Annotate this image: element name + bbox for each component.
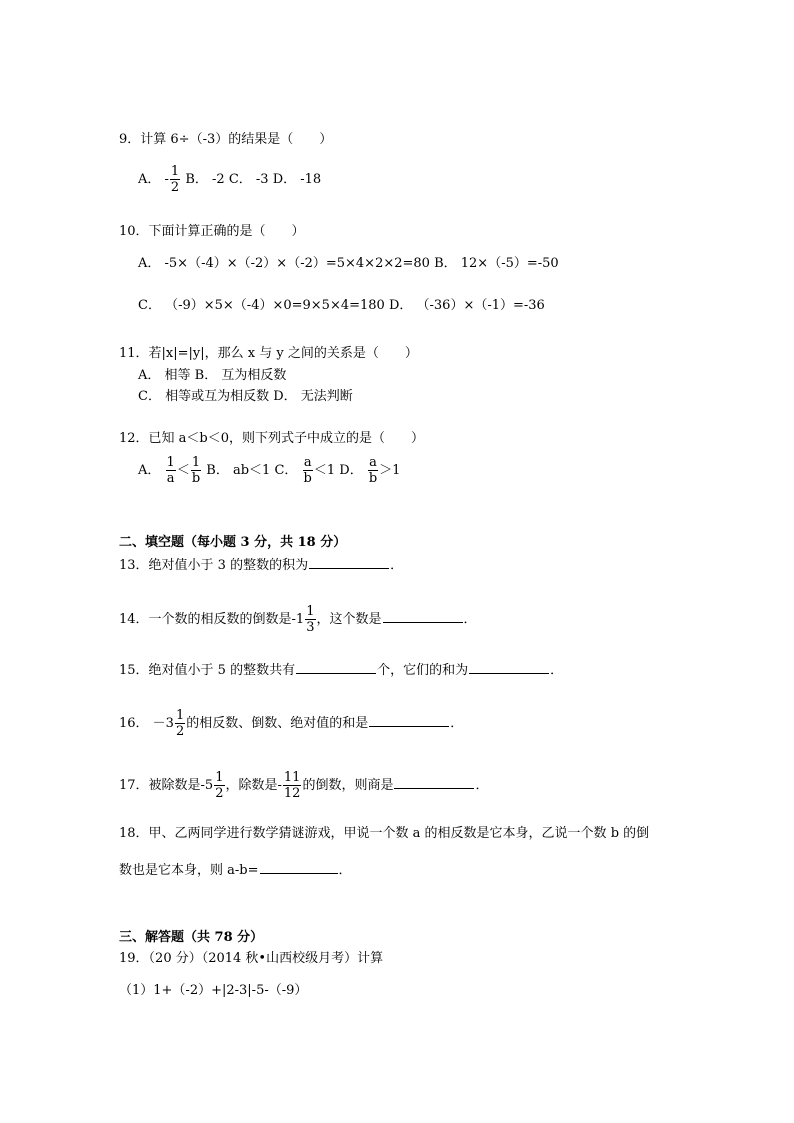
- answer-blank[interactable]: [369, 714, 449, 727]
- answer-blank-sum[interactable]: [469, 661, 549, 674]
- q11-options-line1: A． 相等 B． 互为相反数: [138, 368, 287, 383]
- q15-mid: 个，它们的和为: [377, 663, 469, 678]
- fraction-numerator: 1: [191, 455, 201, 470]
- q13-end: ．: [390, 558, 404, 573]
- q11-options-line2: C． 相等或互为相反数 D． 无法判断: [138, 389, 353, 404]
- q9-options-rest: B． -2 C． -3 D． -18: [185, 172, 322, 187]
- q12-option-c-rest: ＜1 D．: [313, 463, 363, 478]
- q14: [119, 604, 477, 635]
- q17-end: ．: [475, 778, 489, 793]
- q10-stem: 10．下面计算正确的是（ ）: [119, 224, 305, 239]
- q14-post: ，这个数是: [316, 612, 382, 627]
- q16-pre: 16． －3: [119, 716, 174, 731]
- answer-blank[interactable]: [309, 556, 389, 569]
- q15: [119, 661, 563, 679]
- section-2-heading: 二、填空题（每小题 3 分，共 18 分）: [119, 535, 347, 550]
- q11-stem: 11．若|x|=|y|，那么 x 与 y 之间的关系是（ ）: [119, 346, 418, 361]
- fraction-denominator: b: [191, 471, 201, 486]
- answer-blank[interactable]: [383, 610, 463, 623]
- q17-fraction-2: [283, 770, 302, 801]
- q12-fraction-1-over-a: [166, 455, 176, 486]
- q16-fraction: [175, 708, 185, 739]
- q12-fraction-a-over-b-c: [303, 455, 313, 486]
- fraction-denominator: 2: [215, 786, 224, 801]
- q13-text: 13．绝对值小于 3 的整数的积为: [119, 558, 309, 573]
- answer-blank-count[interactable]: [296, 661, 376, 674]
- fraction-denominator: b: [368, 471, 378, 486]
- q16-end: ．: [450, 716, 464, 731]
- q14-fraction: [305, 604, 315, 635]
- q18-line2-text: 数也是它本身，则 a-b=: [119, 863, 259, 878]
- q14-end: ．: [463, 612, 477, 627]
- answer-blank[interactable]: [394, 776, 474, 789]
- q9-stem: 9．计算 6÷（-3）的结果是（ ）: [119, 132, 333, 147]
- fraction-denominator: a: [166, 471, 175, 486]
- q15-end: ．: [550, 663, 564, 678]
- q13: [119, 556, 403, 574]
- q18-line2: [119, 861, 352, 879]
- q18-end: ．: [338, 863, 352, 878]
- q12-fraction-a-over-b-d: [368, 455, 378, 486]
- q17-mid: ，除数是-: [225, 778, 282, 793]
- q12-option-d-rest: ＞1: [379, 463, 401, 478]
- q17-fraction-1: [214, 770, 224, 801]
- q17-pre: 17．被除数是-5: [119, 778, 214, 793]
- fraction-numerator: 1: [166, 455, 175, 470]
- q16: [119, 708, 463, 739]
- q18-line1: 18．甲、乙两同学进行数学猜谜游戏，甲说一个数 a 的相反数是它本身，乙说一个数 b 的倒: [119, 826, 650, 841]
- q14-pre: 14．一个数的相反数的倒数是-1: [119, 612, 305, 627]
- answer-blank[interactable]: [260, 861, 338, 874]
- q10-options-line1: A． -5×（-4）×（-2）×（-2）=5×4×2×2=80 B． 12×（-5）=-50: [138, 256, 559, 271]
- fraction-numerator: 1: [306, 604, 315, 619]
- q12-fraction-1-over-b: [191, 455, 201, 486]
- section-3-heading: 三、解答题（共 78 分）: [119, 930, 264, 945]
- fraction-numerator: 1: [215, 770, 224, 785]
- q17: [119, 770, 488, 801]
- q12-option-b: B． ab＜1 C．: [206, 463, 298, 478]
- q12-options: [138, 455, 400, 486]
- fraction-numerator: a: [303, 455, 312, 470]
- q17-post: 的倒数，则商是: [302, 778, 394, 793]
- q12-option-a-label: A．: [138, 463, 161, 478]
- q9-option-a-label: A． -: [138, 172, 169, 187]
- fraction-numerator: 1: [170, 164, 180, 179]
- q10-options-line2: C． （-9）×5×（-4）×0=9×5×4=180 D． （-36）×（-1）=-36: [138, 298, 545, 313]
- q15-pre: 15．绝对值小于 5 的整数共有: [119, 663, 296, 678]
- q19-stem: 19．（20 分）（2014 秋•山西校级月考）计算: [119, 951, 384, 966]
- fraction-numerator: 11: [283, 770, 301, 785]
- q12-stem: 12．已知 a＜b＜0，则下列式子中成立的是（ ）: [119, 431, 425, 446]
- q19-part1: （1）1+（-2）+|2-3|-5-（-9）: [119, 983, 308, 998]
- q9-option-a-fraction: [170, 164, 180, 195]
- fraction-denominator: 2: [170, 180, 180, 195]
- less-than-sign: ＜: [176, 463, 190, 478]
- fraction-denominator: 2: [175, 724, 185, 739]
- fraction-numerator: 1: [175, 708, 185, 723]
- q16-post: 的相反数、倒数、绝对值的和是: [186, 716, 369, 731]
- q9-options: [138, 164, 321, 195]
- fraction-denominator: 12: [283, 786, 301, 801]
- fraction-denominator: 3: [306, 620, 315, 635]
- fraction-numerator: a: [369, 455, 377, 470]
- fraction-denominator: b: [303, 471, 312, 486]
